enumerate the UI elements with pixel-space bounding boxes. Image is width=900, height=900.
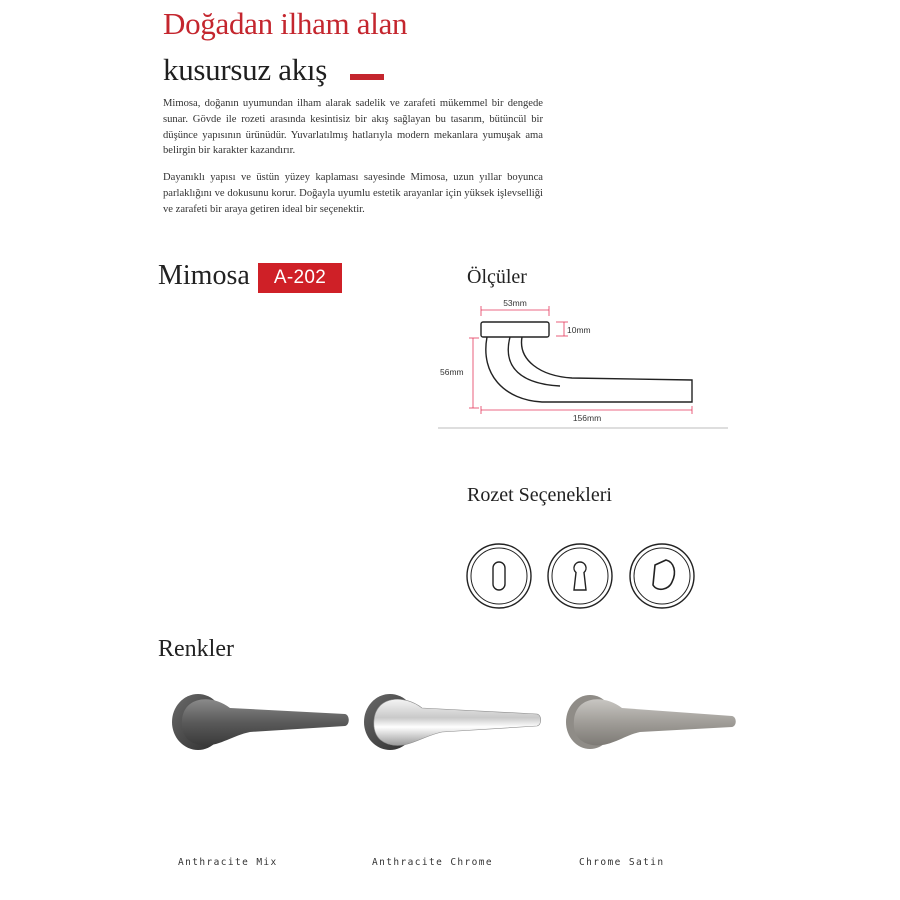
handle-chrome-satin (566, 695, 736, 749)
dimension-rose-height-label: 10mm (567, 325, 591, 335)
rosette-options (462, 538, 702, 618)
color-label-anthracite-mix: Anthracite Mix (178, 857, 278, 868)
rosette-options-title: Rozet Seçenekleri (467, 484, 612, 506)
color-label-anthracite-chrome: Anthracite Chrome (372, 857, 494, 868)
colors-title: Renkler (158, 636, 234, 662)
oval-key-hole-rosette-icon (467, 544, 531, 608)
product-code-badge: A-202 (258, 263, 342, 293)
dimension-length-label: 156mm (572, 413, 602, 423)
hero-title-line2: kusursuz akış (163, 52, 327, 87)
handle-anthracite-chrome (364, 694, 541, 750)
hero-title-line1: Doğadan ilham alan (163, 6, 408, 41)
wc-turn-knob-rosette-icon (630, 544, 694, 608)
dimension-width-label: 53mm (503, 298, 527, 308)
color-handles (160, 680, 760, 770)
product-name: Mimosa (158, 260, 250, 291)
hero-accent-bar (350, 74, 384, 80)
dimensions-title: Ölçüler (467, 266, 527, 288)
intro-paragraph-1: Mimosa, doğanın uyumundan ilham alarak sadelik ve zarafeti mükemmel bir dengede sunar. Gövde ile rozeti arasında kesintisiz bir akış sağlayan bu tasarım, bütüncül bir düşünce yapısının ürünüdür. Yuvarlatılmış hatlarıyla modern mekanlara yumuşak ama belirgin bir karakter kazandırır. (163, 98, 543, 157)
color-label-chrome-satin: Chrome Satin (579, 857, 665, 868)
handle-anthracite-mix (172, 694, 349, 750)
dimension-diagram (430, 290, 740, 440)
intro-paragraph-2: Dayanıklı yapısı ve üstün yüzey kaplaması sayesinde Mimosa, uzun yıllar boyunca parlaklığını ve dokusunu korur. Doğayla uyumlu estetik arayanlar için yüksek işlevselliği ve zarafeti bir araya getiren ideal bir seçenektir. (163, 172, 543, 215)
dimension-height-label: 56mm (440, 367, 464, 377)
keyhole-rosette-icon (548, 544, 612, 608)
